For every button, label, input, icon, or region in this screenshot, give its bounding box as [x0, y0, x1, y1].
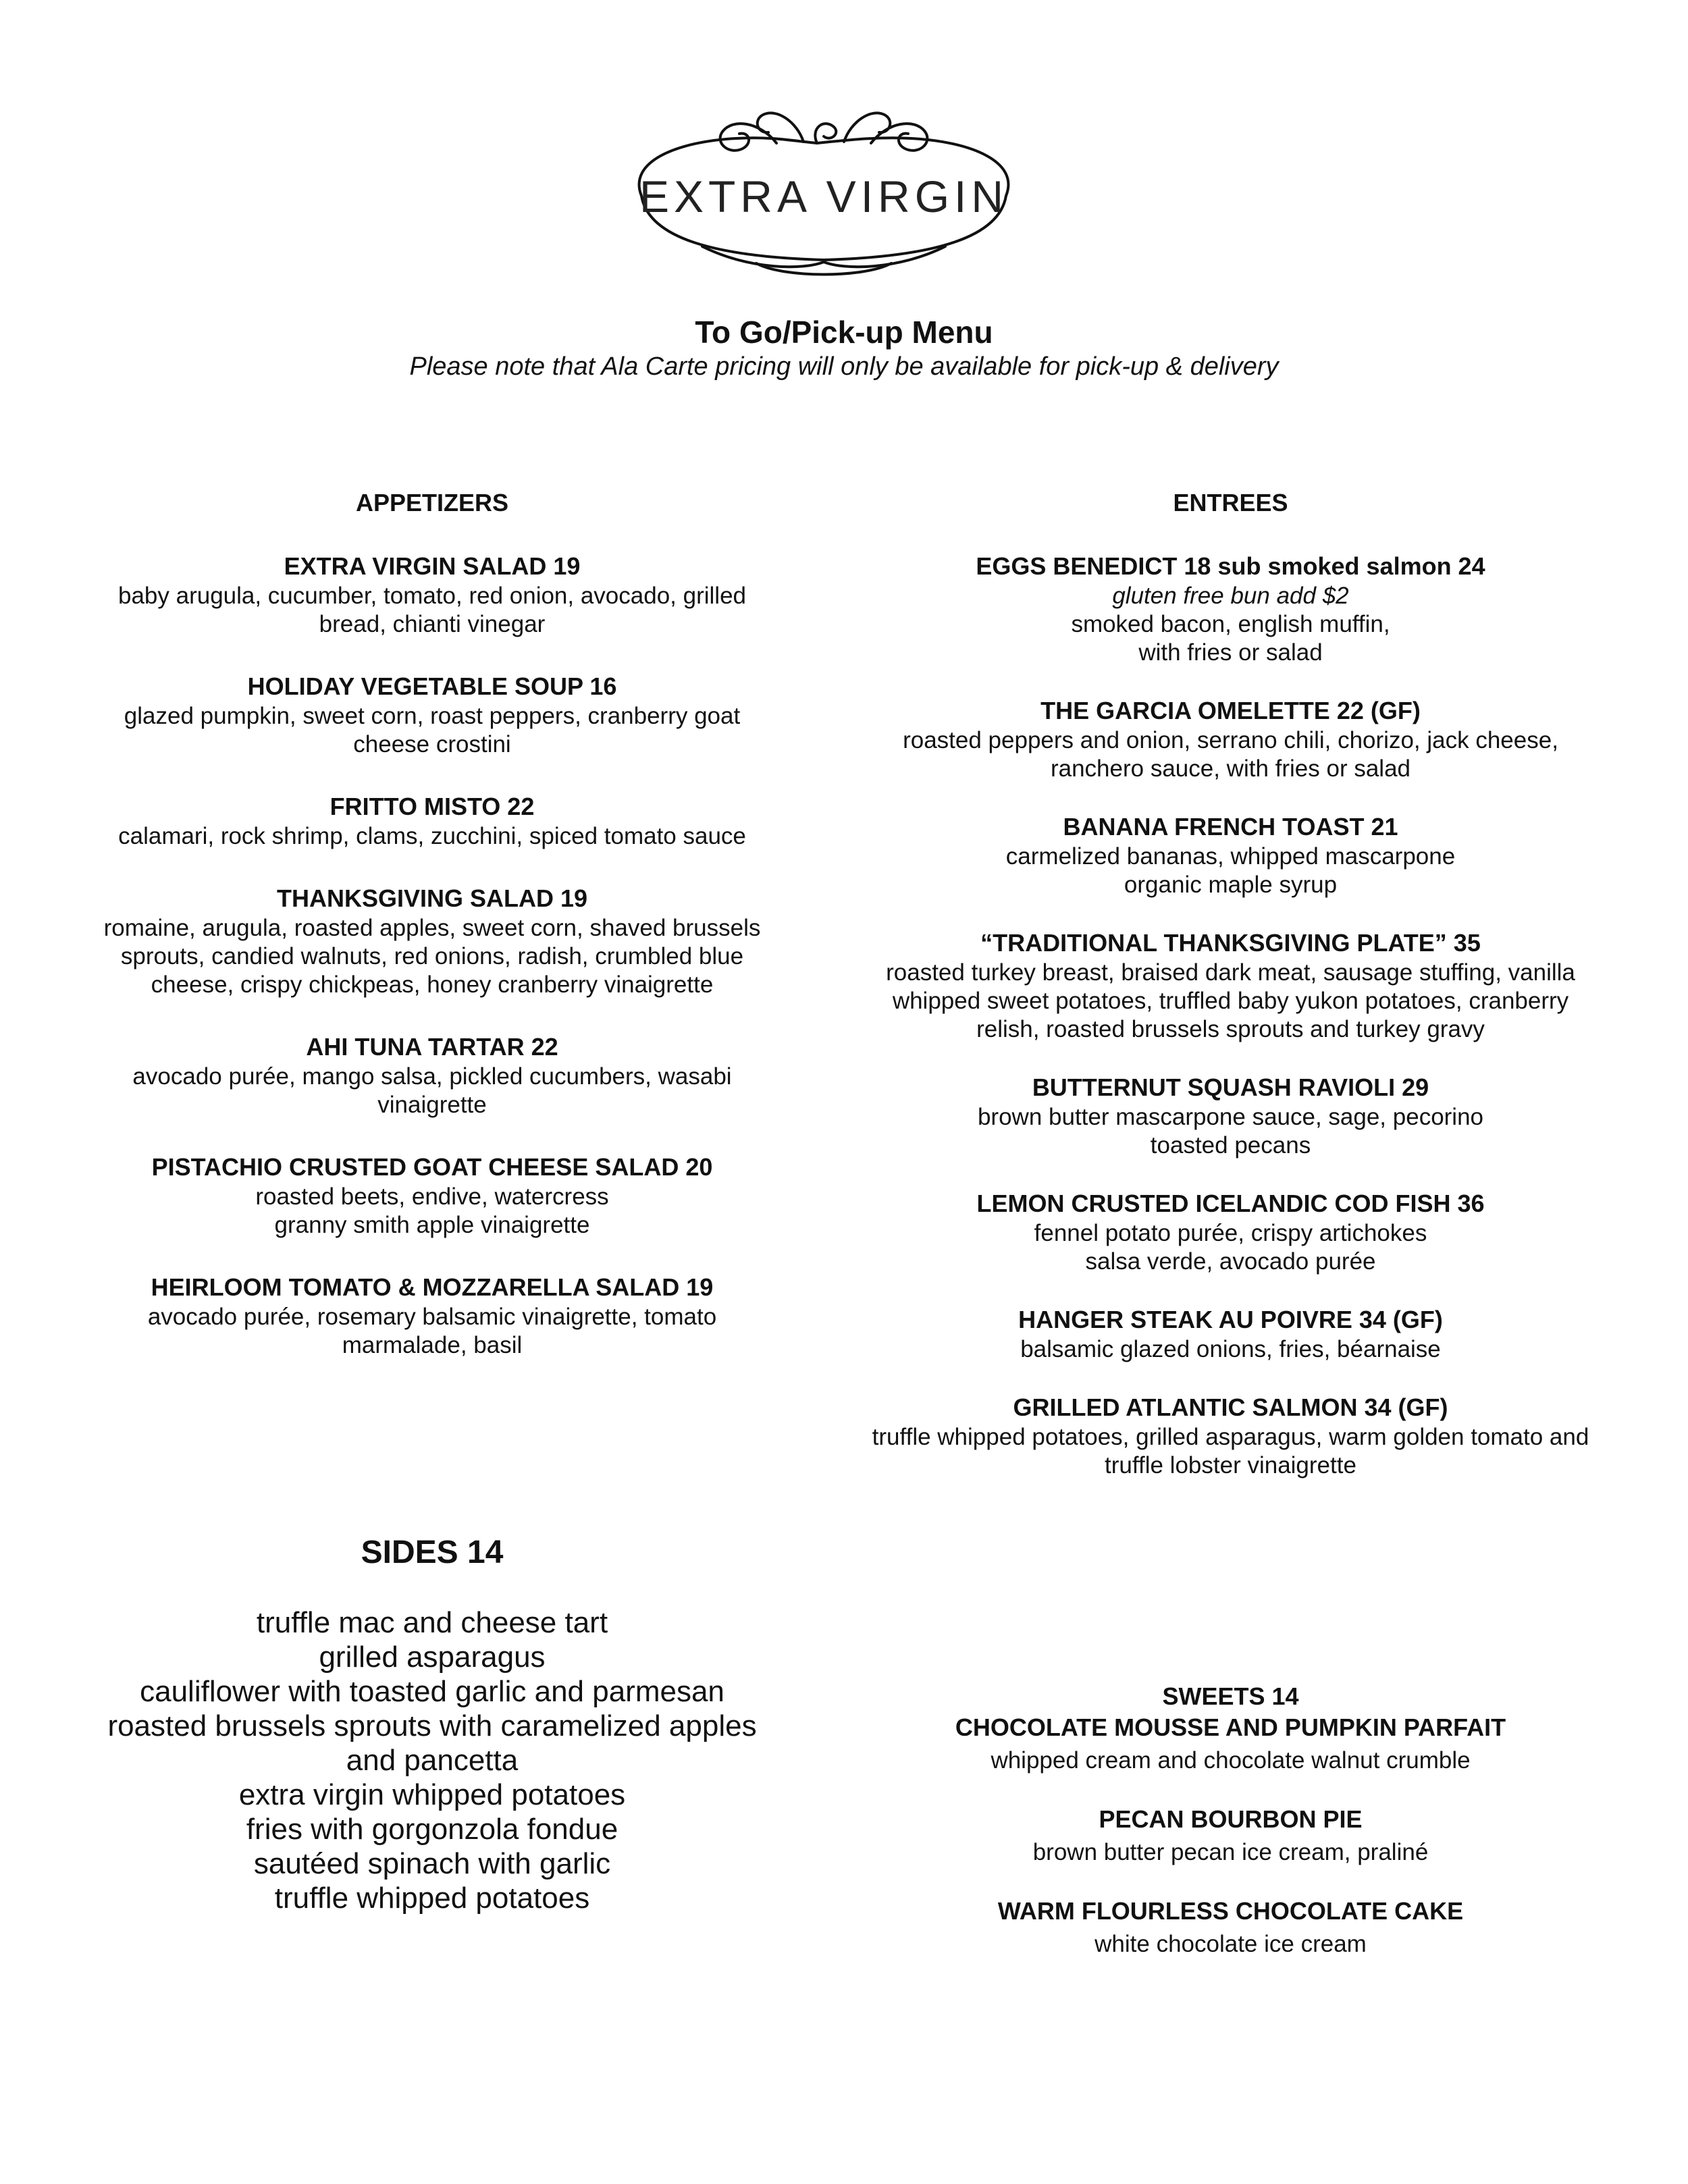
sides-list: [68, 1605, 797, 1915]
menu-item: [827, 1188, 1634, 1276]
pricing-note: Please note that Ala Carte pricing will only be available for pick-up & delivery: [409, 352, 1279, 381]
description-line: roasted beets, endive, watercress: [255, 1183, 609, 1210]
menu-item-name: EGGS BENEDICT 18 sub smoked salmon 24: [976, 552, 1485, 580]
menu-item: [68, 1032, 797, 1119]
menu-item-name: CHOCOLATE MOUSSE AND PUMPKIN PARFAIT: [955, 1713, 1506, 1741]
menu-item: [827, 695, 1634, 783]
menu-item-name: BUTTERNUT SQUASH RAVIOLI 29: [1032, 1073, 1429, 1101]
menu-item-name: WARM FLOURLESS CHOCOLATE CAKE: [997, 1897, 1464, 1925]
menu-item: [827, 1392, 1634, 1480]
menu-item: [827, 551, 1634, 667]
menu-item-name: HEIRLOOM TOMATO & MOZZARELLA SALAD 19: [151, 1273, 714, 1301]
description-line: balsamic glazed onions, fries, béarnaise: [1020, 1336, 1441, 1362]
side-item: fries with gorgonzola fondue: [246, 1813, 618, 1846]
description-line: avocado purée, rosemary balsamic vinaigrette, tomato: [147, 1304, 717, 1330]
page-title: To Go/Pick-up Menu: [695, 315, 993, 350]
menu-item-description: [827, 1746, 1634, 1776]
menu-item-name: THE GARCIA OMELETTE 22 (GF): [1040, 697, 1421, 724]
menu-item-name: BANANA FRENCH TOAST 21: [1063, 813, 1398, 841]
entrees-section: [827, 487, 1634, 1480]
side-item: truffle whipped potatoes: [274, 1882, 590, 1915]
menu-item-name: EXTRA VIRGIN SALAD 19: [284, 552, 581, 580]
menu-item: [827, 1896, 1634, 1959]
description-line: with fries or salad: [1138, 639, 1323, 666]
menu-item-description: [827, 610, 1634, 667]
description-line: whipped cream and chocolate walnut crumble: [991, 1747, 1471, 1774]
description-line: smoked bacon, english muffin,: [1071, 611, 1390, 637]
description-line: cheese, crispy chickpeas, honey cranberry vinaigrette: [151, 971, 714, 998]
menu-item-description: [827, 843, 1634, 899]
description-line: granny smith apple vinaigrette: [274, 1212, 590, 1238]
menu-item-name: HOLIDAY VEGETABLE SOUP 16: [247, 672, 617, 700]
menu-item-description: [827, 1335, 1634, 1364]
menu-item-name: HANGER STEAK AU POIVRE 34 (GF): [1018, 1306, 1443, 1333]
description-line: toasted pecans: [1150, 1132, 1311, 1158]
side-item: cauliflower with toasted garlic and parmesan: [140, 1675, 724, 1708]
menu-item-name: PECAN BOURBON PIE: [1099, 1805, 1363, 1833]
description-line: carmelized bananas, whipped mascarpone: [1005, 843, 1456, 870]
sweets-list: [827, 1712, 1634, 1959]
menu-item-description: [68, 1303, 797, 1360]
menu-item-name: THANKSGIVING SALAD 19: [276, 884, 588, 912]
description-line: white chocolate ice cream: [1094, 1931, 1367, 1957]
menu-item-name: GRILLED ATLANTIC SALMON 34 (GF): [1013, 1393, 1448, 1421]
sweets-section: [827, 1681, 1634, 1959]
appetizers-section: [68, 487, 797, 1360]
description-line: salsa verde, avocado purée: [1085, 1248, 1376, 1275]
menu-item: [827, 928, 1634, 1044]
description-line: fennel potato purée, crispy artichokes: [1034, 1220, 1427, 1246]
menu-item: [827, 1804, 1634, 1867]
sides-section: [68, 1533, 797, 1915]
menu-item-description: [68, 1183, 797, 1240]
description-line: ranchero sauce, with fries or salad: [1050, 755, 1411, 782]
description-line: romaine, arugula, roasted apples, sweet corn, shaved brussels: [103, 915, 761, 941]
restaurant-logo: [601, 101, 1047, 284]
menu-item-description: [827, 726, 1634, 783]
menu-item: [827, 1712, 1634, 1776]
side-item: truffle mac and cheese tart: [256, 1606, 608, 1639]
menu-item: [827, 1304, 1634, 1364]
menu-item: [68, 791, 797, 851]
menu-item-description: [68, 1063, 797, 1119]
menu-item-name: “TRADITIONAL THANKSGIVING PLATE” 35: [980, 929, 1481, 957]
entrees-heading: ENTREES: [1173, 489, 1288, 516]
description-line: whipped sweet potatoes, truffled baby yukon potatoes, cranberry: [892, 988, 1569, 1014]
description-line: brown butter mascarpone sauce, sage, pecorino: [977, 1104, 1484, 1130]
menu-item: [827, 811, 1634, 899]
menu-item-name: LEMON CRUSTED ICELANDIC COD FISH 36: [976, 1190, 1485, 1217]
menu-item: [68, 671, 797, 759]
description-line: marmalade, basil: [342, 1332, 523, 1358]
description-line: cheese crostini: [353, 731, 511, 757]
menu-item-description: [827, 1103, 1634, 1160]
description-line: avocado purée, mango salsa, pickled cucumbers, wasabi: [132, 1063, 732, 1090]
menu-item-description: [68, 822, 797, 851]
entree-list: [827, 551, 1634, 1480]
menu-item-description: [68, 702, 797, 759]
menu-item-description: [827, 959, 1634, 1044]
menu-item-description: [827, 1219, 1634, 1276]
description-line: truffle lobster vinaigrette: [1105, 1452, 1356, 1479]
side-item: extra virgin whipped potatoes: [238, 1778, 626, 1811]
side-item: grilled asparagus: [319, 1641, 546, 1674]
menu-item: [68, 1152, 797, 1240]
menu-item: [827, 1072, 1634, 1160]
description-line: bread, chianti vinegar: [319, 611, 546, 637]
logo-text: EXTRA VIRGIN: [639, 171, 1009, 221]
menu-item-description: [827, 1929, 1634, 1959]
description-line: brown butter pecan ice cream, praliné: [1032, 1839, 1429, 1865]
menu-item-name: FRITTO MISTO 22: [329, 793, 535, 820]
menu-item-description: [68, 914, 797, 999]
description-line: roasted turkey breast, braised dark meat, sausage stuffing, vanilla: [886, 959, 1575, 986]
menu-item-note: gluten free bun add $2: [1112, 583, 1349, 609]
side-item: and pancetta: [346, 1744, 519, 1777]
menu-item-name: PISTACHIO CRUSTED GOAT CHEESE SALAD 20: [151, 1153, 713, 1181]
menu-item-description: [68, 582, 797, 639]
menu-item: [68, 883, 797, 999]
description-line: relish, roasted brussels sprouts and turkey gravy: [976, 1016, 1485, 1042]
appetizers-heading: APPETIZERS: [355, 489, 509, 516]
sweets-heading: SWEETS 14: [1162, 1682, 1299, 1710]
menu-item: [68, 1272, 797, 1360]
menu-item-description: [827, 1423, 1634, 1480]
description-line: glazed pumpkin, sweet corn, roast peppers, cranberry goat: [124, 703, 741, 729]
sides-heading: SIDES 14: [361, 1535, 504, 1570]
side-item: sautéed spinach with garlic: [253, 1847, 611, 1880]
description-line: calamari, rock shrimp, clams, zucchini, spiced tomato sauce: [118, 823, 746, 849]
description-line: vinaigrette: [377, 1092, 487, 1118]
description-line: roasted peppers and onion, serrano chili, chorizo, jack cheese,: [903, 727, 1558, 753]
description-line: sprouts, candied walnuts, red onions, radish, crumbled blue: [120, 943, 744, 969]
description-line: baby arugula, cucumber, tomato, red onion, avocado, grilled: [117, 583, 746, 609]
menu-item-name: AHI TUNA TARTAR 22: [306, 1033, 558, 1061]
side-item: roasted brussels sprouts with caramelized apples: [107, 1709, 757, 1742]
description-line: organic maple syrup: [1124, 872, 1338, 898]
menu-item-description: [827, 1838, 1634, 1867]
appetizer-list: [68, 551, 797, 1360]
description-line: truffle whipped potatoes, grilled asparagus, warm golden tomato and: [872, 1424, 1589, 1450]
menu-item: [68, 551, 797, 639]
